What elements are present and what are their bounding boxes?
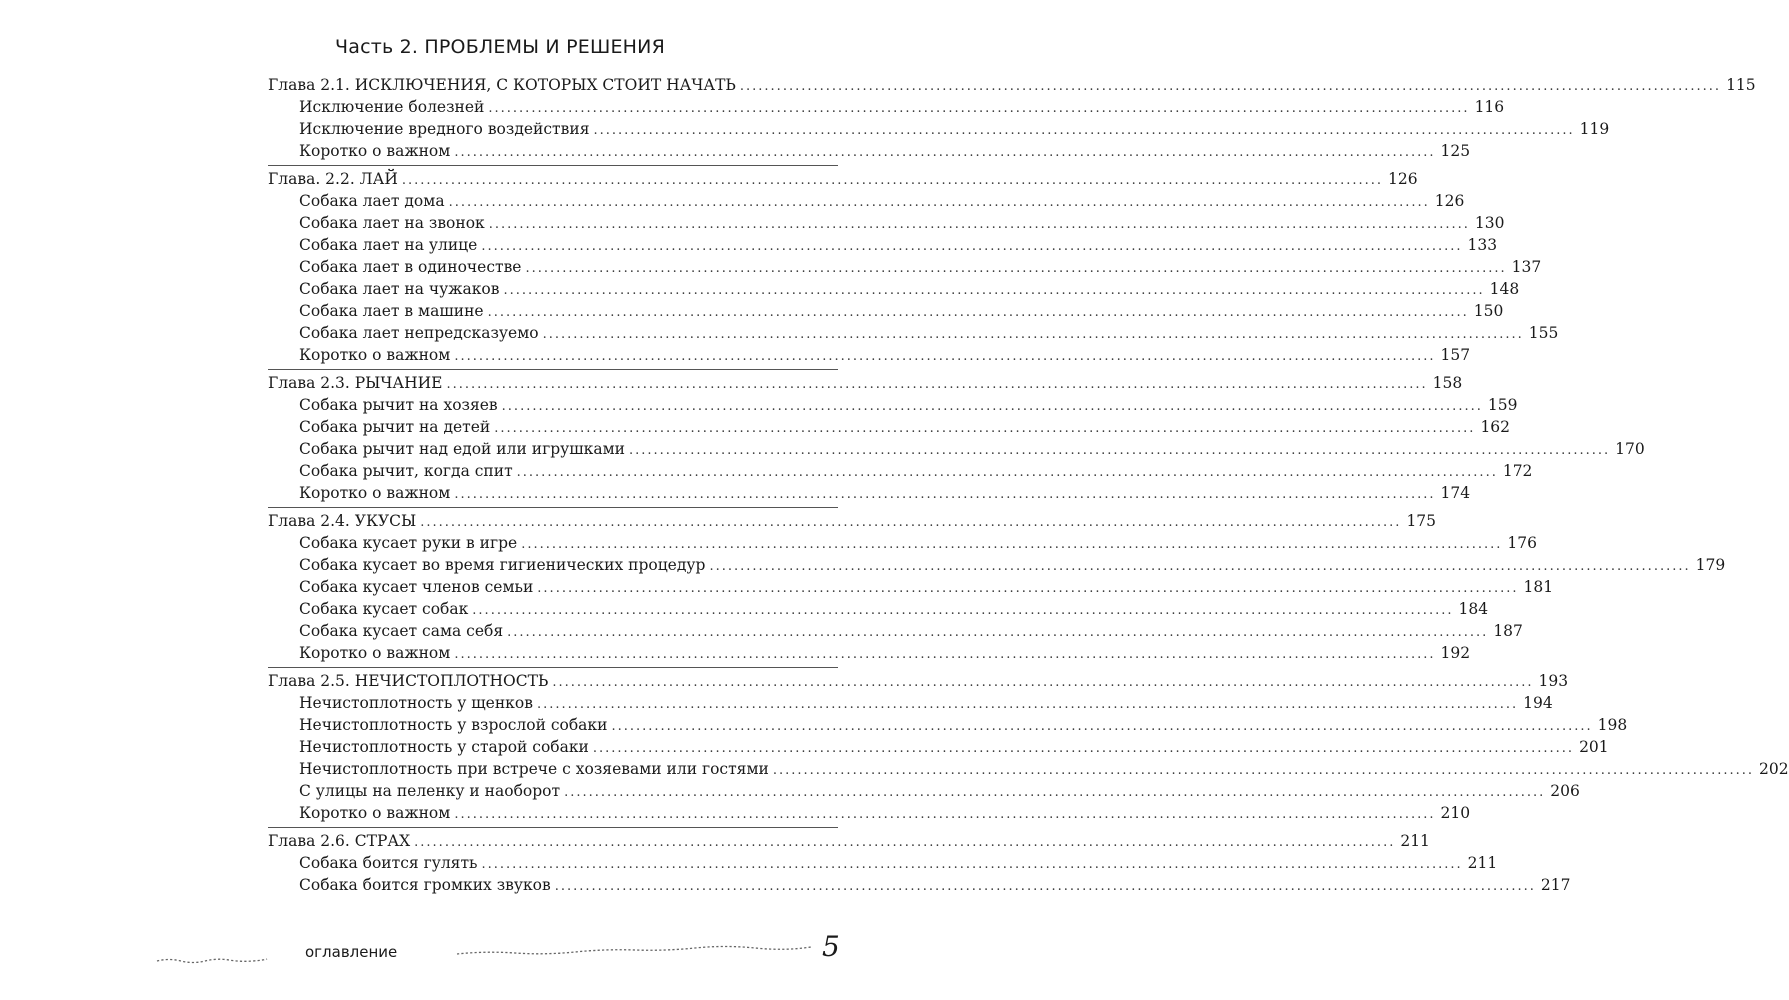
toc-entry <box>268 416 1511 438</box>
chapter-title: Глава 2.3. РЫЧАНИЕ <box>268 374 443 392</box>
entry-title: Коротко о важном <box>299 142 451 160</box>
entry-page: 192 <box>1440 644 1471 662</box>
entry-title: Собака рычит на хозяев <box>299 396 498 414</box>
entry-page: 170 <box>1615 440 1645 458</box>
entry-title: С улицы на пеленку и наоборот <box>299 782 561 800</box>
toc-entry <box>268 482 1471 504</box>
entry-title: Собака кусает руки в игре <box>299 534 518 552</box>
entry-page: 130 <box>1474 214 1505 232</box>
entry-title: Собака лает в одиночестве <box>299 258 522 276</box>
entry-page: 150 <box>1473 302 1504 320</box>
toc-entry <box>268 736 1609 758</box>
dot-leader: ................................................................................................................................................................ <box>521 537 1503 552</box>
entry-title: Собака боится гулять <box>299 854 478 872</box>
dot-leader: ................................................................................................................................................................ <box>481 239 1463 254</box>
dot-leader: ................................................................................................................................................................ <box>537 581 1519 596</box>
chapter-block <box>268 74 1756 162</box>
toc-entry <box>268 234 1498 256</box>
entry-title: Нечистоплотность при встрече с хозяевами или гостями <box>299 760 769 778</box>
chapter-page: 193 <box>1538 672 1569 690</box>
right-decorative-line <box>455 944 815 962</box>
toc-entry <box>268 394 1518 416</box>
toc-entry <box>268 576 1554 598</box>
chapter-row <box>268 74 1756 96</box>
dot-leader: ................................................................................................................................................................ <box>454 807 1436 822</box>
entry-title: Собака лает на звонок <box>299 214 485 232</box>
toc-entry <box>268 96 1505 118</box>
entry-page: 176 <box>1507 534 1537 552</box>
entry-title: Коротко о важном <box>299 346 451 364</box>
chapter-title: Глава 2.4. УКУСЫ <box>268 512 417 530</box>
toc-entry <box>268 532 1537 554</box>
entry-title: Собака кусает во время гигиенических процедур <box>299 556 706 574</box>
entry-title: Собака кусает собак <box>299 600 469 618</box>
entry-title: Собака лает на улице <box>299 236 478 254</box>
dot-leader: ................................................................................................................................................................ <box>454 487 1436 502</box>
entry-title: Собака лает на чужаков <box>299 280 500 298</box>
chapter-title: Глава 2.6. СТРАХ <box>268 832 411 850</box>
dot-leader: ................................................................................................................................................................ <box>420 515 1402 530</box>
left-decorative-line <box>155 952 270 966</box>
chapter-row <box>268 510 1437 532</box>
entry-title: Собака боится громких звуков <box>299 876 551 894</box>
entry-title: Нечистоплотность у взрослой собаки <box>299 716 608 734</box>
chapter-row <box>268 830 1430 852</box>
dot-leader: ................................................................................................................................................................ <box>488 217 1470 232</box>
toc-entry <box>268 300 1504 322</box>
chapter-page: 158 <box>1432 374 1463 392</box>
entry-page: 133 <box>1467 236 1498 254</box>
toc-entry <box>268 190 1465 212</box>
toc-entry <box>268 438 1645 460</box>
toc-entry <box>268 278 1520 300</box>
chapter-page: 175 <box>1406 512 1437 530</box>
dot-leader: ................................................................................................................................................................ <box>503 283 1485 298</box>
entry-title: Собака рычит на детей <box>299 418 491 436</box>
toc-entry <box>268 554 1726 576</box>
chapter-row <box>268 372 1463 394</box>
toc-entry <box>268 852 1498 874</box>
dot-leader: ................................................................................................................................................................ <box>446 377 1428 392</box>
entry-page: 119 <box>1579 120 1610 138</box>
entry-title: Собака рычит, когда спит <box>299 462 513 480</box>
toc-entry <box>268 714 1628 736</box>
toc-entry <box>268 780 1580 802</box>
dot-leader: ................................................................................................................................................................ <box>516 465 1498 480</box>
chapter-row <box>268 670 1569 692</box>
chapter-page: 126 <box>1388 170 1418 188</box>
entry-page: 206 <box>1550 782 1580 800</box>
chapter-block <box>268 827 1571 896</box>
dot-leader: ................................................................................................................................................................ <box>709 559 1691 574</box>
dot-leader: ................................................................................................................................................................ <box>628 443 1611 458</box>
entry-page: 155 <box>1528 324 1559 342</box>
toc-entry <box>268 802 1471 824</box>
entry-title: Нечистоплотность у щенков <box>299 694 533 712</box>
dot-leader: ................................................................................................................................................................ <box>739 79 1722 94</box>
dot-leader: ................................................................................................................................................................ <box>481 857 1463 872</box>
toc-entry <box>268 692 1553 714</box>
entry-title: Исключение вредного воздействия <box>299 120 590 138</box>
toc-entry <box>268 874 1571 896</box>
entry-page: 125 <box>1440 142 1471 160</box>
entry-page: 116 <box>1474 98 1505 116</box>
chapter-block <box>268 369 1645 504</box>
dot-leader: ................................................................................................................................................................ <box>552 675 1534 690</box>
dot-leader: ................................................................................................................................................................ <box>501 399 1483 414</box>
dot-leader: ................................................................................................................................................................ <box>488 101 1470 116</box>
dot-leader: ................................................................................................................................................................ <box>564 785 1546 800</box>
entry-title: Коротко о важном <box>299 644 451 662</box>
entry-page: 184 <box>1458 600 1489 618</box>
entry-title: Нечистоплотность у старой собаки <box>299 738 589 756</box>
toc-entry <box>268 140 1471 162</box>
entry-page: 217 <box>1540 876 1571 894</box>
entry-page: 137 <box>1511 258 1542 276</box>
entry-title: Коротко о важном <box>299 804 451 822</box>
dot-leader: ................................................................................................................................................................ <box>448 195 1430 210</box>
chapter-title: Глава. 2.2. ЛАЙ <box>268 170 398 188</box>
dot-leader: ................................................................................................................................................................ <box>401 173 1384 188</box>
toc-entry <box>268 620 1523 642</box>
dot-leader: ................................................................................................................................................................ <box>507 625 1489 640</box>
dot-leader: ................................................................................................................................................................ <box>554 879 1536 894</box>
entry-title: Коротко о важном <box>299 484 451 502</box>
entry-page: 159 <box>1487 396 1518 414</box>
toc-entry <box>268 460 1533 482</box>
entry-page: 157 <box>1440 346 1471 364</box>
dot-leader: ................................................................................................................................................................ <box>454 145 1436 160</box>
dot-leader: ................................................................................................................................................................ <box>592 741 1575 756</box>
entry-page: 211 <box>1467 854 1498 872</box>
entry-title: Собака кусает сама себя <box>299 622 504 640</box>
entry-title: Собака рычит над едой или игрушками <box>299 440 625 458</box>
dot-leader: ................................................................................................................................................................ <box>772 763 1755 778</box>
chapter-row <box>268 168 1418 190</box>
entry-page: 179 <box>1695 556 1726 574</box>
page-number: 5 <box>822 930 840 963</box>
dot-leader: ................................................................................................................................................................ <box>494 421 1476 436</box>
entry-page: 162 <box>1480 418 1511 436</box>
entry-title: Собака кусает членов семьи <box>299 578 534 596</box>
footer-label: оглавление <box>305 943 398 961</box>
chapter-block <box>268 165 1559 366</box>
entry-title: Собака лает в машине <box>299 302 484 320</box>
entry-title: Собака лает непредсказуемо <box>299 324 539 342</box>
chapter-block <box>268 507 1726 664</box>
entry-page: 194 <box>1523 694 1553 712</box>
entry-page: 174 <box>1440 484 1471 502</box>
dot-leader: ................................................................................................................................................................ <box>414 835 1396 850</box>
entry-title: Собака лает дома <box>299 192 445 210</box>
dot-leader: ................................................................................................................................................................ <box>536 697 1519 712</box>
toc-entry <box>268 344 1471 366</box>
entry-page: 201 <box>1579 738 1609 756</box>
part-title: Часть 2. ПРОБЛЕМЫ И РЕШЕНИЯ <box>335 36 665 58</box>
toc-entry <box>268 322 1559 344</box>
entry-page: 126 <box>1434 192 1465 210</box>
chapter-page: 211 <box>1400 832 1430 850</box>
dot-leader: ................................................................................................................................................................ <box>454 349 1436 364</box>
toc-entry <box>268 758 1789 780</box>
dot-leader: ................................................................................................................................................................ <box>611 719 1593 734</box>
table-of-contents <box>268 74 1789 896</box>
chapter-block <box>268 667 1789 824</box>
chapter-title: Глава 2.5. НЕЧИСТОПЛОТНОСТЬ <box>268 672 549 690</box>
dot-leader: ................................................................................................................................................................ <box>593 123 1575 138</box>
dot-leader: ................................................................................................................................................................ <box>472 603 1454 618</box>
toc-entry <box>268 118 1610 140</box>
dot-leader: ................................................................................................................................................................ <box>542 327 1524 342</box>
dot-leader: ................................................................................................................................................................ <box>487 305 1469 320</box>
entry-page: 187 <box>1493 622 1523 640</box>
dot-leader: ................................................................................................................................................................ <box>454 647 1436 662</box>
toc-entry <box>268 642 1471 664</box>
chapter-page: 115 <box>1726 76 1756 94</box>
entry-title: Исключение болезней <box>299 98 485 116</box>
entry-page: 181 <box>1523 578 1554 596</box>
entry-page: 148 <box>1489 280 1520 298</box>
entry-page: 172 <box>1502 462 1533 480</box>
toc-entry <box>268 212 1505 234</box>
dot-leader: ................................................................................................................................................................ <box>525 261 1507 276</box>
entry-page: 210 <box>1440 804 1471 822</box>
toc-entry <box>268 598 1489 620</box>
chapter-title: Глава 2.1. ИСКЛЮЧЕНИЯ, С КОТОРЫХ СТОИТ НАЧАТЬ <box>268 76 736 94</box>
entry-page: 198 <box>1597 716 1628 734</box>
entry-page: 202 <box>1759 760 1789 778</box>
toc-entry <box>268 256 1542 278</box>
